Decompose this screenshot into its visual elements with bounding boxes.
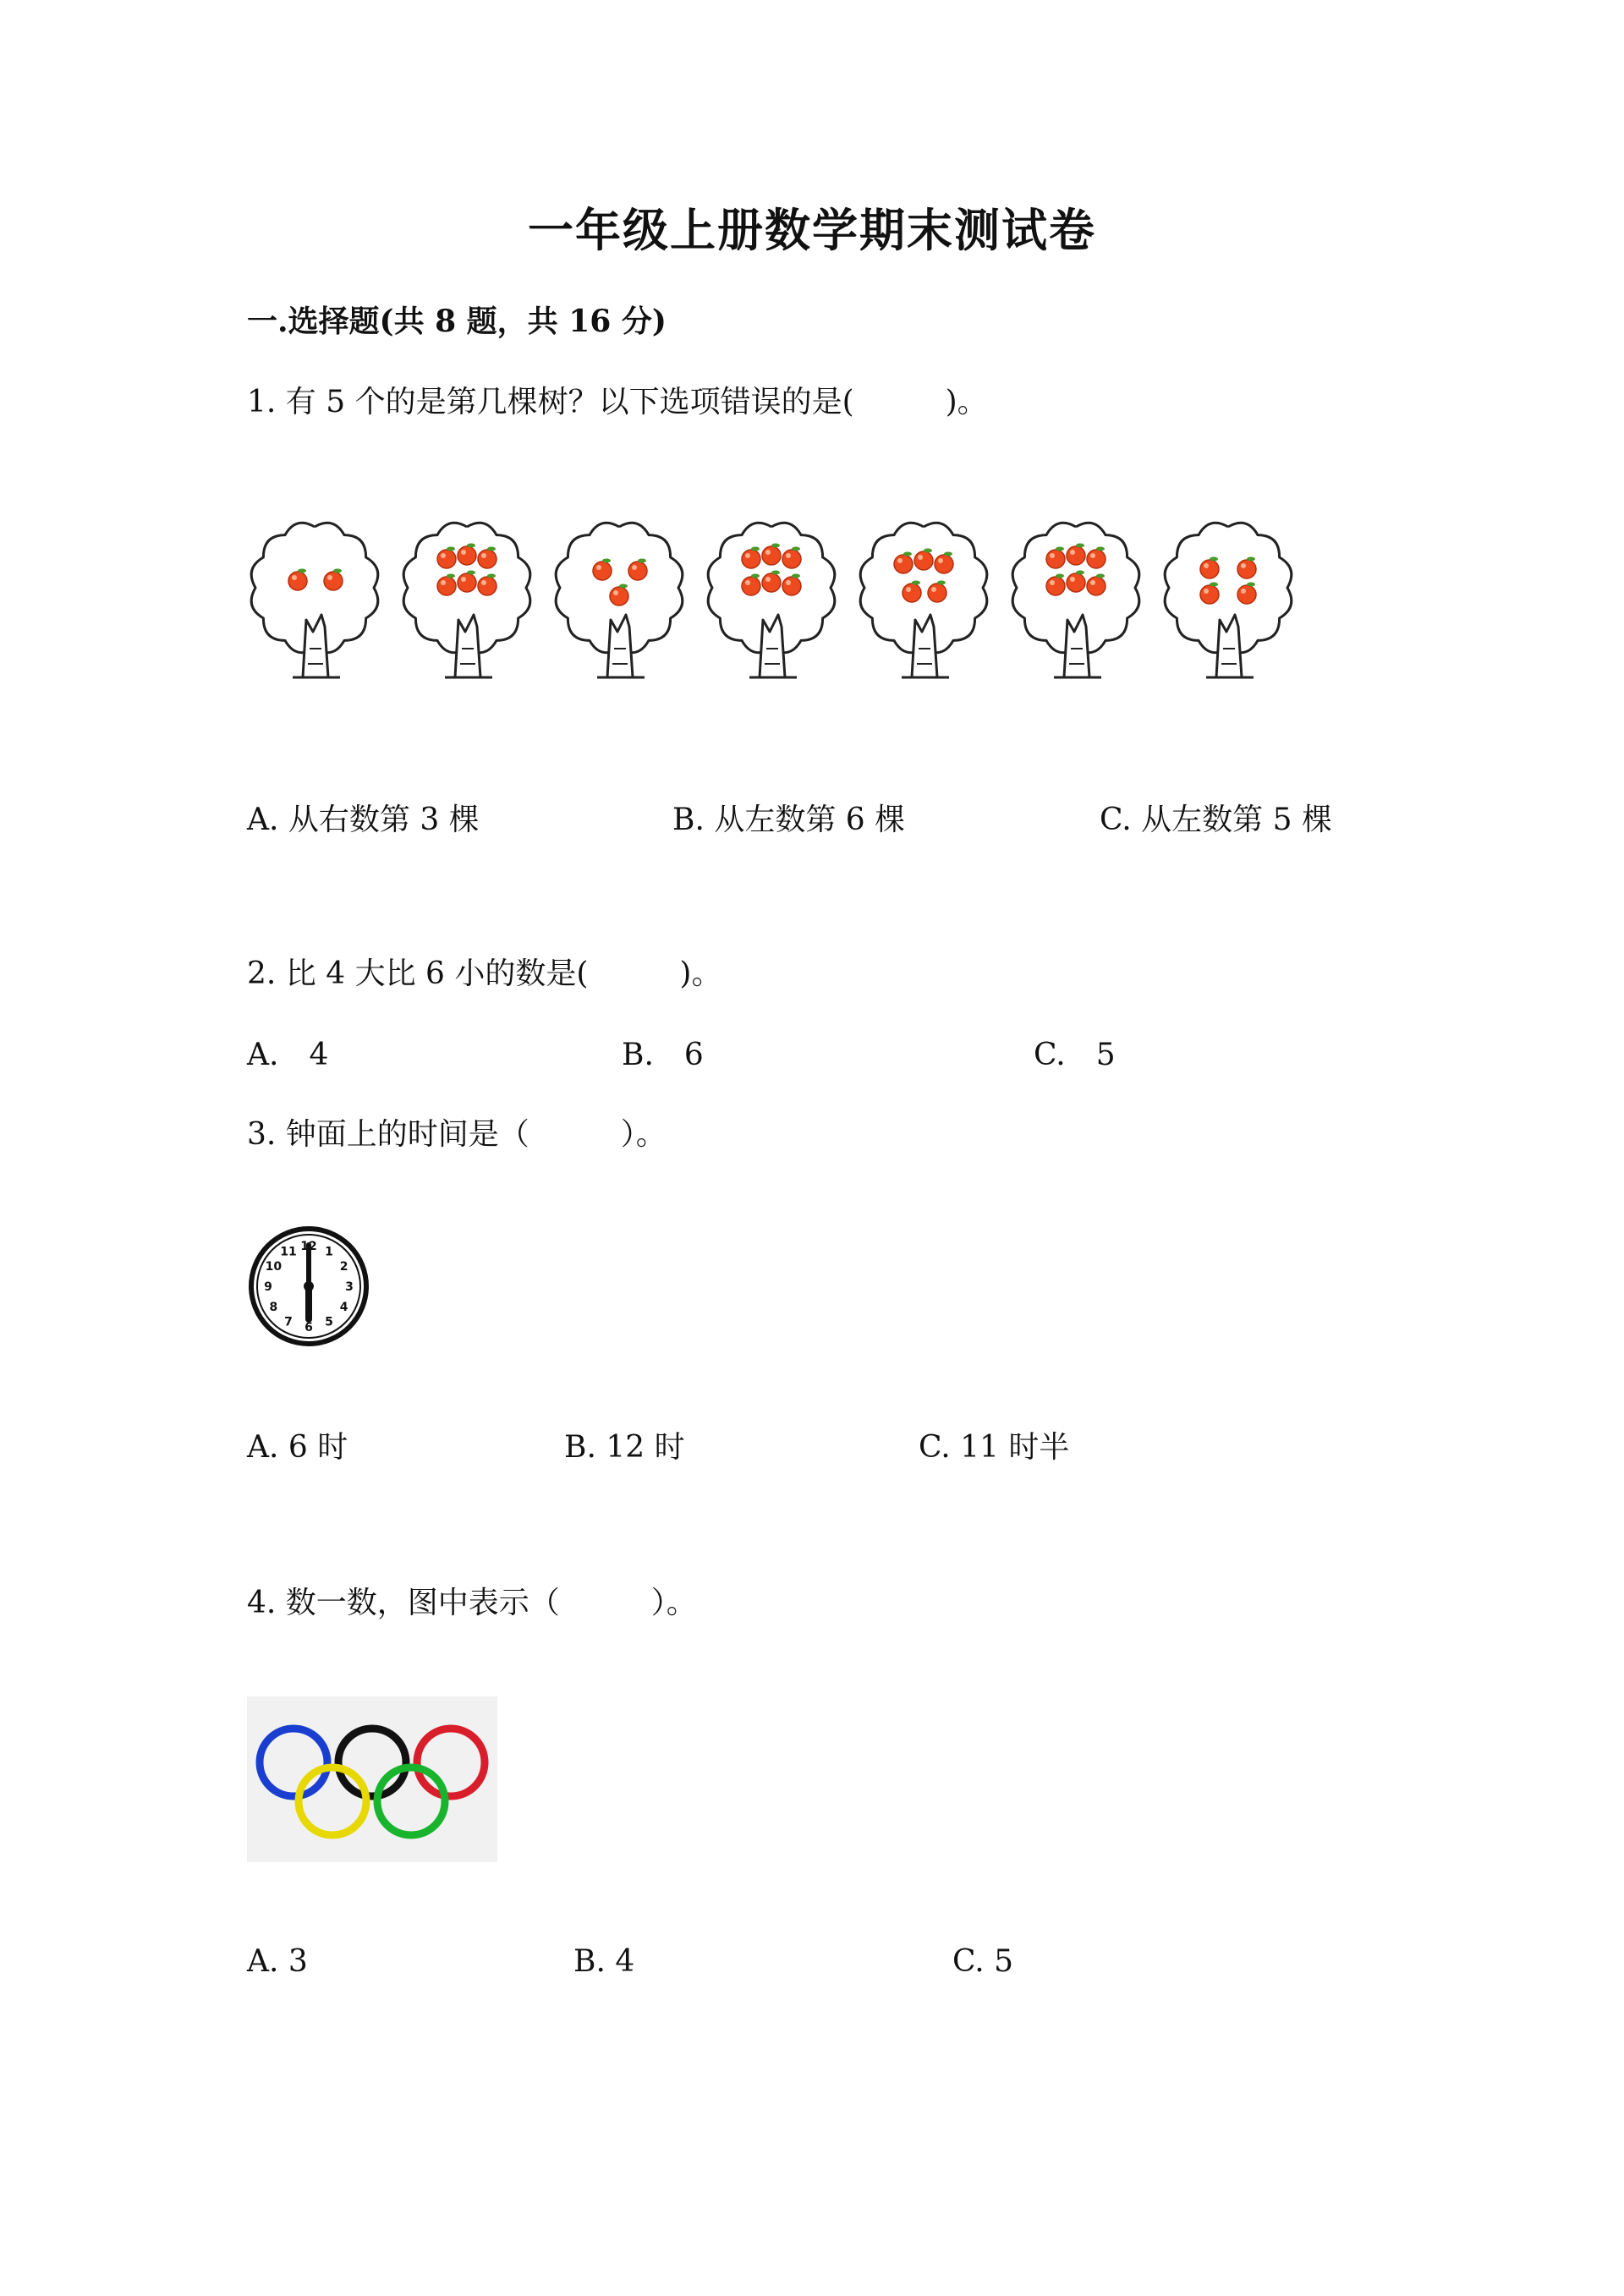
- clock-number: 9: [264, 1280, 272, 1294]
- section-heading: 一.选择题(共 8 题，共 16 分): [247, 304, 667, 339]
- clock-number: 12: [300, 1240, 317, 1253]
- question-1-text: 1. 有 5 个的是第几棵树？以下选项错误的是( )。: [247, 385, 988, 419]
- question-1-option-c[interactable]: C. 从左数第 5 棵: [1100, 803, 1332, 837]
- apple-tree-4: [708, 523, 835, 677]
- apple-trees-figure: [247, 507, 1296, 727]
- question-2-option-b[interactable]: B. 6: [622, 1038, 704, 1072]
- clock-number: 5: [325, 1315, 333, 1329]
- question-1-option-b[interactable]: B. 从左数第 6 棵: [672, 803, 906, 837]
- page-title: 一年级上册数学期末测试卷: [528, 203, 1096, 257]
- question-3-option-a[interactable]: A. 6 时: [247, 1430, 348, 1465]
- clock-number: 4: [339, 1301, 348, 1314]
- clock-number: 6: [304, 1321, 313, 1334]
- question-2-option-a[interactable]: A. 4: [247, 1038, 329, 1072]
- question-3-option-b[interactable]: B. 12 时: [564, 1430, 685, 1465]
- question-4-option-b[interactable]: B. 4: [573, 1944, 635, 1979]
- apple-tree-7: [1165, 523, 1292, 677]
- question-2-text: 2. 比 4 大比 6 小的数是( )。: [247, 956, 722, 991]
- apple-tree-3: [556, 523, 683, 677]
- question-3-text: 3. 钟面上的时间是（ ）。: [247, 1117, 667, 1152]
- question-4-option-c[interactable]: C. 5: [952, 1944, 1014, 1979]
- clock-number: 3: [345, 1280, 354, 1294]
- apple-tree-2: [403, 523, 530, 677]
- apple-tree-6: [1012, 523, 1139, 677]
- clock-number: 1: [325, 1245, 333, 1259]
- apple-tree-1: [251, 523, 378, 677]
- clock-number: 10: [265, 1260, 283, 1274]
- question-4-option-a[interactable]: A. 3: [247, 1944, 308, 1979]
- clock-number: 7: [284, 1315, 293, 1329]
- question-1-option-a[interactable]: A. 从右数第 3 棵: [247, 803, 480, 837]
- clock-number: 11: [280, 1245, 297, 1259]
- apple-tree-5: [860, 523, 987, 677]
- question-2-option-c[interactable]: C. 5: [1034, 1038, 1116, 1072]
- clock-number: 8: [269, 1301, 278, 1314]
- question-3-option-c[interactable]: C. 11 时半: [919, 1430, 1070, 1465]
- olympic-rings-figure: [247, 1696, 497, 1862]
- question-4-text: 4. 数一数，图中表示（ ）。: [247, 1586, 697, 1620]
- clock-icon: [245, 1223, 372, 1350]
- clock-number: 2: [339, 1260, 348, 1274]
